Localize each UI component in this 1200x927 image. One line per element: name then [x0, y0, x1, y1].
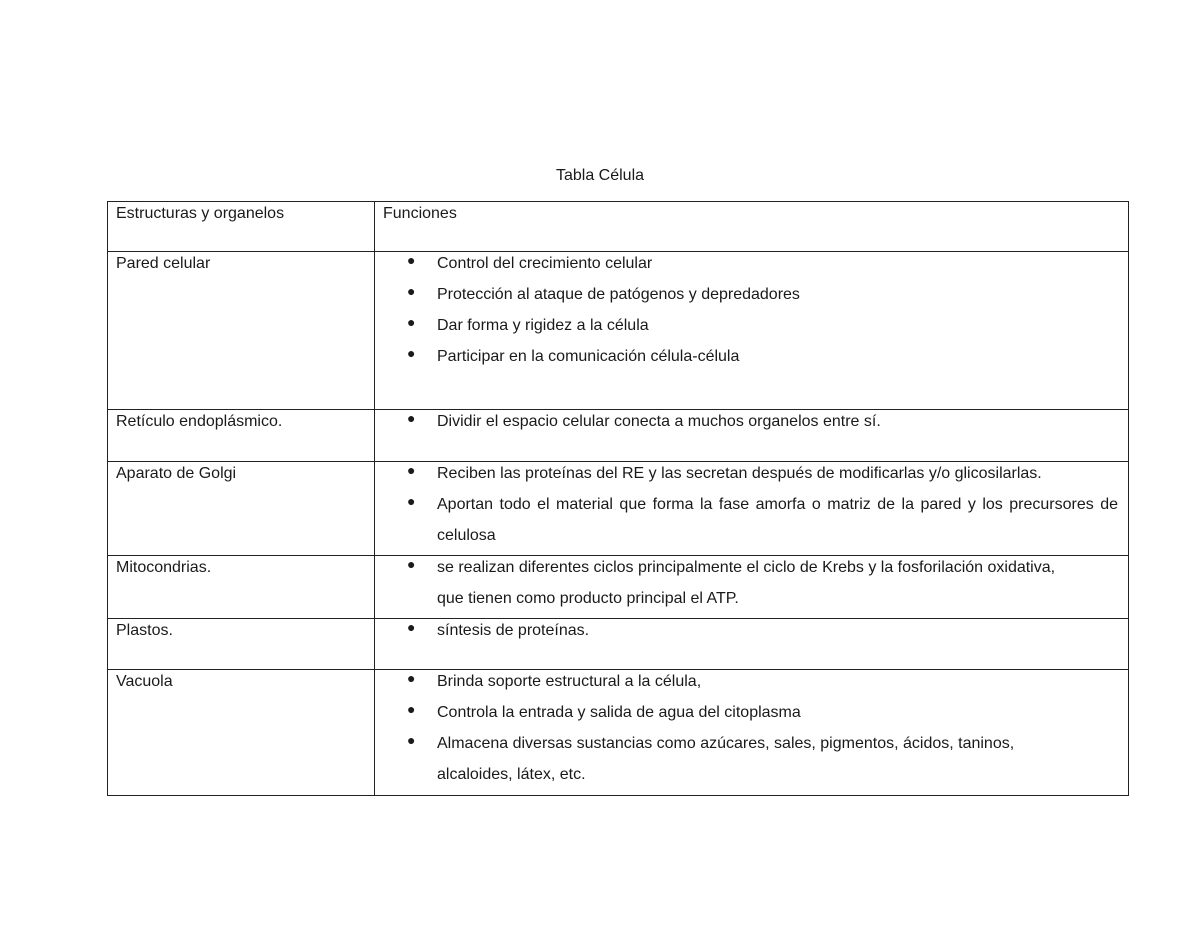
bullet-dot-icon: ● — [407, 283, 416, 299]
document-title: Tabla Célula — [555, 167, 645, 184]
cell-table — [107, 201, 1129, 796]
list-item: ● Reciben las proteínas del RE y las secretan después de modificarlas y/o glicosilarlas. — [383, 458, 1118, 489]
bullet-dot-icon: ● — [407, 556, 416, 572]
structure-cell — [108, 670, 375, 796]
list-item: ● Protección al ataque de patógenos y depredadores — [383, 279, 1118, 310]
functions-cell — [375, 252, 1129, 410]
bullet-dot-icon: ● — [407, 493, 416, 509]
bullet-dot-icon: ● — [407, 462, 416, 478]
header-functions-label: Funciones — [383, 205, 457, 222]
list-item: ● Participar en la comunicación célula-célula — [383, 341, 1118, 372]
structure-name: Mitocondrias. — [116, 559, 212, 576]
list-item: ● Brinda soporte estructural a la célula, — [383, 666, 1118, 697]
list-item: ● Controla la entrada y salida de agua del citoplasma — [383, 697, 1118, 728]
functions-cell — [375, 670, 1129, 796]
function-list — [383, 552, 1118, 614]
structure-cell — [108, 619, 375, 670]
table-header-row — [108, 202, 1129, 252]
table-row — [108, 462, 1129, 556]
list-item: ● Dar forma y rigidez a la célula — [383, 310, 1118, 341]
function-list — [383, 248, 1118, 372]
structure-cell — [108, 252, 375, 410]
header-cell-functions — [375, 202, 1129, 252]
table-row — [108, 410, 1129, 462]
table-row — [108, 670, 1129, 796]
list-item: ● Control del crecimiento celular — [383, 248, 1118, 279]
list-item: ● Dividir el espacio celular conecta a muchos organelos entre sí. — [383, 406, 1118, 437]
function-list — [383, 666, 1118, 790]
functions-cell — [375, 619, 1129, 670]
structure-cell — [108, 462, 375, 556]
table-row — [108, 252, 1129, 410]
header-structure-label: Estructuras y organelos — [116, 205, 285, 222]
bullet-dot-icon: ● — [407, 732, 416, 748]
functions-cell — [375, 462, 1129, 556]
structure-name: Retículo endoplásmico. — [116, 413, 283, 430]
list-item: ● síntesis de proteínas. — [383, 615, 1118, 646]
table-row — [108, 619, 1129, 670]
function-list — [383, 615, 1118, 646]
structure-name: Plastos. — [116, 622, 173, 639]
function-list — [383, 458, 1118, 551]
table-row — [108, 556, 1129, 619]
bullet-dot-icon: ● — [407, 314, 416, 330]
list-item: ● Almacena diversas sustancias como azúcares, sales, pigmentos, ácidos, taninos, alcaloides, látex, etc. — [383, 728, 1118, 790]
bullet-dot-icon: ● — [407, 670, 416, 686]
list-item: ● Aportan todo el material que forma la fase amorfa o matriz de la pared y los precursores de celulosa — [383, 489, 1118, 551]
list-item: ● se realizan diferentes ciclos principalmente el ciclo de Krebs y la fosforilación oxidativa, que tienen como producto principal el ATP. — [383, 552, 1118, 614]
bullet-dot-icon: ● — [407, 410, 416, 426]
bullet-dot-icon: ● — [407, 252, 416, 268]
functions-cell — [375, 410, 1129, 462]
bullet-dot-icon: ● — [407, 345, 416, 361]
structure-name: Vacuola — [116, 673, 173, 690]
bullet-dot-icon: ● — [407, 701, 416, 717]
bullet-dot-icon: ● — [407, 619, 416, 635]
function-list — [383, 406, 1118, 437]
header-cell-structure — [108, 202, 375, 252]
structure-cell — [108, 556, 375, 619]
structure-name: Aparato de Golgi — [116, 465, 237, 482]
structure-cell — [108, 410, 375, 462]
structure-name: Pared celular — [116, 255, 211, 272]
functions-cell — [375, 556, 1129, 619]
